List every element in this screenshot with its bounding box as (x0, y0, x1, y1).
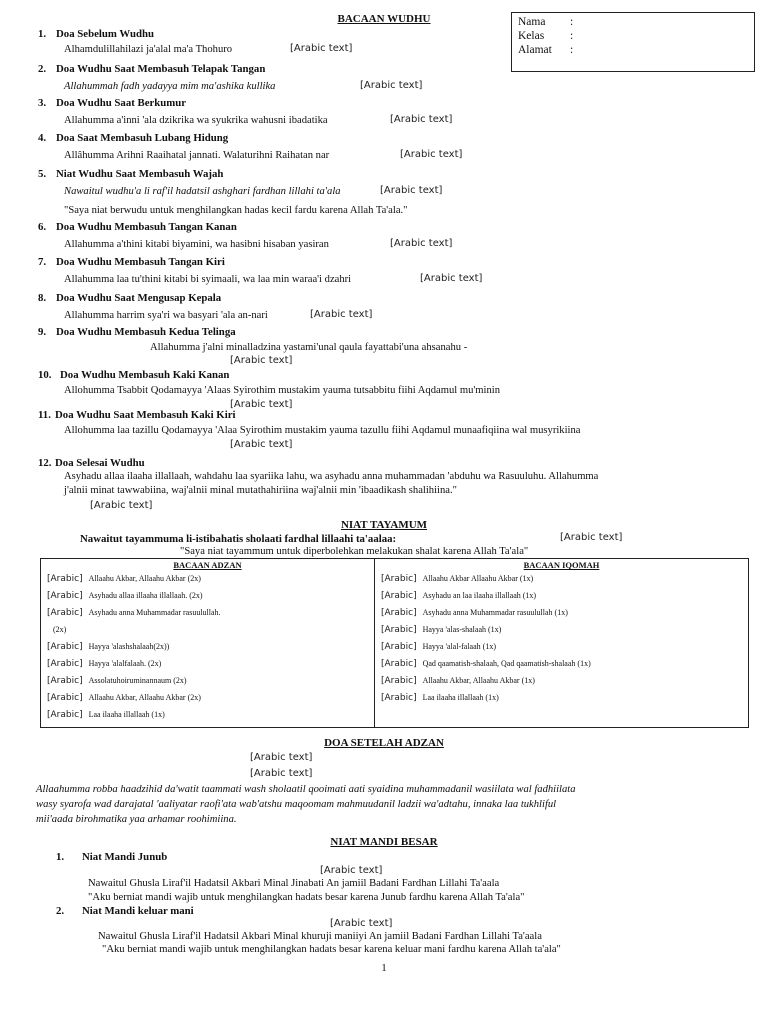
wudhu-item-8-arabic: [Arabic text] (310, 309, 373, 320)
wudhu-item-5-translation: "Saya niat berwudu untuk menghilangkan hadas kecil fardu karena Allah Ta'ala." (64, 205, 408, 216)
adzan-item: [Arabic] Allaahu Akbar, Allaahu Akbar (2x) (47, 573, 201, 584)
iqomah-item: [Arabic] Qad qaamatish-shalaah, Qad qaamatish-shalaah (1x) (381, 658, 591, 669)
wudhu-item-1-heading: 1. Doa Sebelum Wudhu (38, 28, 155, 40)
adzan-item: [Arabic] Hayya 'alalfalaah. (2x) (47, 658, 162, 669)
doa-adzan-arabic-2: [Arabic text] (250, 768, 313, 779)
doa-adzan-title: DOA SETELAH ADZAN (324, 737, 444, 749)
adzan-item: [Arabic] Asyhadu anna Muhammadar rasuulullah. (47, 607, 221, 618)
adzan-item: [Arabic] Allaahu Akbar, Allaahu Akbar (2x) (47, 692, 201, 703)
adzan-item: [Arabic] Laa ilaaha illallaah (1x) (47, 709, 165, 720)
adzan-item: [Arabic] Asyhadu allaa illaaha illallaah. (2x) (47, 590, 203, 601)
mandi-item-2-arabic: [Arabic text] (330, 918, 393, 929)
name-label: Nama (518, 16, 546, 28)
mandi-item-1-latin: Nawaitul Ghusla Liraf'il Hadatsil Akbari Minal Jinabati An jamiil Badani Fardhan Lillahi Ta'aala (88, 878, 500, 889)
doa-adzan-arabic-1: [Arabic text] (250, 752, 313, 763)
adzan-list (41, 570, 374, 723)
mandi-item-2-heading: 2. Niat Mandi keluar mani (56, 905, 194, 917)
wudhu-item-3-latin: Allahumma a'inni 'ala dzikrika wa syukrika wahusni ibadatika (64, 115, 328, 126)
page-title: BACAAN WUDHU (337, 13, 431, 25)
wudhu-item-6-heading: 6. Doa Wudhu Membasuh Tangan Kanan (38, 221, 237, 233)
address-label: Alamat (518, 44, 552, 56)
iqomah-list (375, 570, 748, 706)
wudhu-item-1-latin: Alhamdulillahilazi ja'alal ma'a Thohuro (64, 44, 233, 55)
page-number: 1 (381, 962, 387, 974)
wudhu-item-6-latin: Allahumma a'thini kitabi biyamini, wa hasibni hisaban yasiran (64, 239, 329, 250)
wudhu-item-10-arabic: [Arabic text] (230, 399, 293, 410)
doa-adzan-latin-2: wasy syarofa wad darajatal 'aaliyatar raofi'ata wab'atshu maqoomam mahmuudanil ladzii wa'adtahu, innaka laa tukhliful (36, 799, 557, 810)
wudhu-item-10-latin: Allohumma Tsabbit Qodamayya 'Alaas Syirothim mustakim yauma tutsabbitu fiihi Aqdamul mu'minin (64, 385, 501, 396)
adzan-item: [Arabic] Assolatuhoiruminannaum (2x) (47, 675, 187, 686)
tayamum-translation: "Saya niat tayammum untuk diperbolehkan melakukan shalat karena Allah Ta'ala" (180, 546, 529, 557)
wudhu-item-8-latin: Allahumma harrim sya'ri wa basyari 'ala an-nari (64, 310, 268, 321)
adzan-iqomah-table (40, 558, 749, 728)
wudhu-item-7-heading: 7. Doa Wudhu Membasuh Tangan Kiri (38, 256, 225, 268)
wudhu-item-12-arabic: [Arabic text] (90, 500, 153, 511)
mandi-item-1-heading: 1. Niat Mandi Junub (56, 851, 168, 863)
mandi-item-1-arabic: [Arabic text] (320, 865, 383, 876)
wudhu-item-4-arabic: [Arabic text] (400, 149, 463, 160)
adzan-header: BACAAN ADZAN (173, 560, 242, 570)
wudhu-item-12-latin-2: j'alnii minat tawwabiina, waj'alnii minal mutathahiriina waj'alnii min 'ibaadikash shalihiina." (64, 485, 457, 496)
doa-adzan-latin-1: Allaahumma robba haadzihid da'watit taammati wash sholaatil qooimati aati syaidina muhammadanil wasiilata wal fadhiilata (36, 784, 576, 795)
mandi-item-1-translation: "Aku berniat mandi wajib untuk menghilangkan hadats besar karena Junub fardhu karena Allah Ta'ala" (88, 892, 525, 903)
wudhu-item-7-arabic: [Arabic text] (420, 273, 483, 284)
iqomah-header: BACAAN IQOMAH (523, 560, 600, 570)
wudhu-item-12-heading: 12. Doa Selesai Wudhu (38, 457, 145, 469)
adzan-item: [Arabic] Hayya 'alashshalaah(2x)) (47, 641, 170, 652)
tayamum-title: NIAT TAYAMUM (340, 519, 428, 531)
iqomah-item: [Arabic] Hayya 'alas-shalaah (1x) (381, 624, 502, 635)
iqomah-item: [Arabic] Allaahu Akbar, Allaahu Akbar (1x) (381, 675, 535, 686)
wudhu-item-10-heading: 10. Doa Wudhu Membasuh Kaki Kanan (38, 369, 230, 381)
iqomah-item: [Arabic] Allaahu Akbar Allaahu Akbar (1x) (381, 573, 534, 584)
wudhu-item-4-latin: Allâhumma Arihni Raaihatal jannati. Walaturihni Raihatan nar (64, 150, 330, 161)
iqomah-column (375, 559, 749, 728)
wudhu-item-12-latin-1: Asyhadu allaa ilaaha illallaah, wahdahu laa syariika lahu, wa asyhadu anna muhammadan 'abduhu wa Rasuuluhu. Allahumma (64, 471, 599, 482)
wudhu-item-2-arabic: [Arabic text] (360, 80, 423, 91)
wudhu-item-7-latin: Allahumma laa tu'thini kitabi bi syimaali, wa laa min waraa'i dzahri (64, 274, 352, 285)
mandi-item-2-latin: Nawaitul Ghusla Liraf'il Hadatsil Akbari Minal khuruji maniiyi An jamiil Badani Fardhan Lillahi Ta'aala (98, 931, 542, 942)
adzan-column (41, 559, 375, 728)
mandi-title: NIAT MANDI BESAR (330, 836, 438, 848)
wudhu-item-9-arabic: [Arabic text] (230, 355, 293, 366)
iqomah-item: [Arabic] Asyhadu an laa ilaaha illallaah (1x) (381, 590, 537, 601)
wudhu-item-4-heading: 4. Doa Saat Membasuh Lubang Hidung (38, 132, 229, 144)
mandi-item-2-translation: "Aku berniat mandi wajib untuk menghilangkan hadats besar karena keluar mani fardhu karena Allah ta'ala" (102, 944, 561, 955)
wudhu-item-9-latin: Allahumma j'alni minalladzina yastami'unal qaula fayattabi'una ahsanahu - (150, 342, 468, 353)
wudhu-item-5-arabic: [Arabic text] (380, 185, 443, 196)
wudhu-item-1-arabic: [Arabic text] (290, 43, 353, 54)
wudhu-item-3-arabic: [Arabic text] (390, 114, 453, 125)
iqomah-item: [Arabic] Laa ilaaha illallaah (1x) (381, 692, 499, 703)
wudhu-item-5-heading: 5. Niat Wudhu Saat Membasuh Wajah (38, 168, 224, 180)
wudhu-item-2-latin: Allahummah fadh yadayya mim ma'ashika kullika (64, 81, 276, 92)
iqomah-item: [Arabic] Asyhadu anna Muhammadar rasuulullah (1x) (381, 607, 568, 618)
class-label: Kelas (518, 30, 545, 42)
tayamum-arabic: [Arabic text] (560, 532, 623, 543)
wudhu-item-11-heading: 11. Doa Wudhu Saat Membasuh Kaki Kiri (38, 409, 236, 421)
wudhu-item-6-arabic: [Arabic text] (390, 238, 453, 249)
wudhu-item-11-arabic: [Arabic text] (230, 439, 293, 450)
iqomah-item: [Arabic] Hayya 'alal-falaah (1x) (381, 641, 496, 652)
wudhu-item-8-heading: 8. Doa Wudhu Saat Mengusap Kepala (38, 292, 222, 304)
wudhu-item-5-latin: Nawaitul wudhu'a li raf'il hadatsil ashghari fardhan lillahi ta'ala (64, 186, 341, 197)
wudhu-item-3-heading: 3. Doa Wudhu Saat Berkumur (38, 97, 187, 109)
wudhu-item-2-heading: 2. Doa Wudhu Saat Membasuh Telapak Tangan (38, 63, 266, 75)
doa-adzan-latin-3: mii'aada birohmatika yaa arhamar roohimiina. (36, 814, 237, 825)
tayamum-niat: Nawaitut tayammuma li-istibahatis sholaati fardhal lillaahi ta'aalaa: (80, 533, 397, 545)
wudhu-item-11-latin: Allohumma laa tazillu Qodamayya 'Alaa Syirothim mustakim yauma tazullu fiihi Aqdamul munaafiqiina wal musyrikiina (64, 425, 581, 436)
adzan-item: (2x) (53, 625, 67, 634)
identity-box: Nama : Kelas : Alamat : (511, 12, 755, 72)
wudhu-item-9-heading: 9. Doa Wudhu Membasuh Kedua Telinga (38, 326, 236, 338)
